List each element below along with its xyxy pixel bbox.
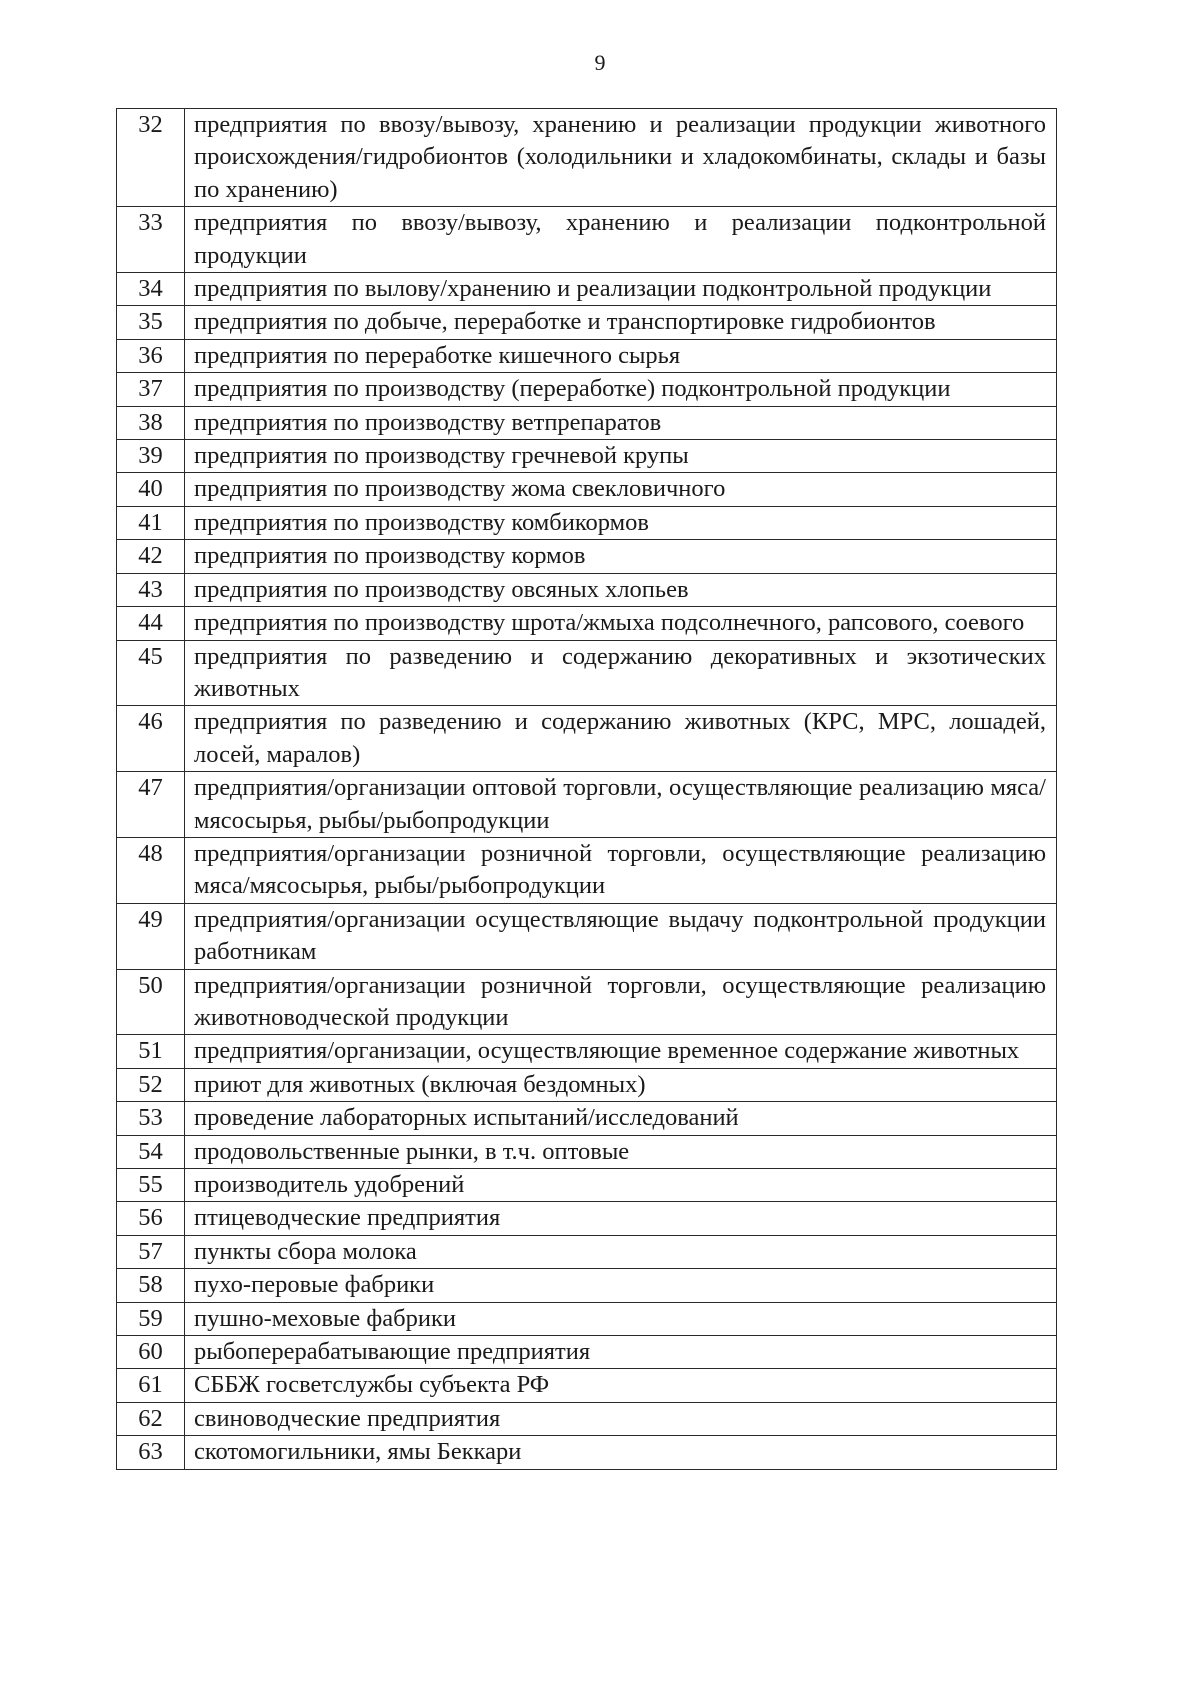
row-number: 61 (117, 1369, 185, 1402)
row-number: 41 (117, 506, 185, 539)
row-number: 47 (117, 772, 185, 838)
table-row (117, 706, 1057, 772)
table-row (117, 1336, 1057, 1369)
row-number: 53 (117, 1102, 185, 1135)
row-text: предприятия по производству гречневой крупы (185, 440, 1057, 473)
row-number: 63 (117, 1436, 185, 1469)
row-number: 50 (117, 969, 185, 1035)
row-number: 52 (117, 1068, 185, 1101)
table-row (117, 607, 1057, 640)
table-body (117, 109, 1057, 1470)
row-text: предприятия по добыче, переработке и транспортировке гидробионтов (185, 306, 1057, 339)
table-row (117, 1369, 1057, 1402)
row-text: пункты сбора молока (185, 1235, 1057, 1268)
table-row (117, 1202, 1057, 1235)
table-row (117, 1269, 1057, 1302)
row-text: предприятия по производству кормов (185, 540, 1057, 573)
row-number: 56 (117, 1202, 185, 1235)
row-text: продовольственные рынки, в т.ч. оптовые (185, 1135, 1057, 1168)
row-number: 51 (117, 1035, 185, 1068)
row-text: приют для животных (включая бездомных) (185, 1068, 1057, 1101)
document-table (116, 108, 1057, 1470)
table-row (117, 1068, 1057, 1101)
row-number: 32 (117, 109, 185, 207)
row-text: предприятия/организации оптовой торговли, осуществляющие реализацию мяса/мясосырья, рыбы/рыбопродукции (185, 772, 1057, 838)
table-row (117, 640, 1057, 706)
row-number: 60 (117, 1336, 185, 1369)
table-row (117, 406, 1057, 439)
table-row (117, 1035, 1057, 1068)
row-number: 45 (117, 640, 185, 706)
table-row (117, 903, 1057, 969)
table-row (117, 573, 1057, 606)
row-text: предприятия по переработке кишечного сырья (185, 339, 1057, 372)
row-text: предприятия/организации, осуществляющие временное содержание животных (185, 1035, 1057, 1068)
row-text: предприятия/организации розничной торговли, осуществляющие реализацию мяса/мясосырья, рыбы/рыбопродукции (185, 837, 1057, 903)
row-number: 40 (117, 473, 185, 506)
row-number: 48 (117, 837, 185, 903)
row-text: скотомогильники, ямы Беккари (185, 1436, 1057, 1469)
row-text: предприятия по производству комбикормов (185, 506, 1057, 539)
table-row (117, 1235, 1057, 1268)
row-text: предприятия по производству (переработке) подконтрольной продукции (185, 373, 1057, 406)
row-text: птицеводческие предприятия (185, 1202, 1057, 1235)
row-number: 54 (117, 1135, 185, 1168)
table-row (117, 1302, 1057, 1335)
row-number: 39 (117, 440, 185, 473)
row-number: 33 (117, 207, 185, 273)
row-number: 35 (117, 306, 185, 339)
row-number: 44 (117, 607, 185, 640)
row-number: 46 (117, 706, 185, 772)
row-text: производитель удобрений (185, 1169, 1057, 1202)
row-text: предприятия по разведению и содержанию животных (КРС, МРС, лошадей, лосей, маралов) (185, 706, 1057, 772)
row-text: пушно-меховые фабрики (185, 1302, 1057, 1335)
row-number: 38 (117, 406, 185, 439)
table-row (117, 1102, 1057, 1135)
table-row (117, 772, 1057, 838)
row-text: предприятия по разведению и содержанию декоративных и экзотических животных (185, 640, 1057, 706)
row-text: проведение лабораторных испытаний/исследований (185, 1102, 1057, 1135)
table-row (117, 1169, 1057, 1202)
table-row (117, 109, 1057, 207)
table-row (117, 1436, 1057, 1469)
row-number: 57 (117, 1235, 185, 1268)
row-text: предприятия/организации розничной торговли, осуществляющие реализацию животноводческой продукции (185, 969, 1057, 1035)
row-text: рыбоперерабатывающие предприятия (185, 1336, 1057, 1369)
row-number: 43 (117, 573, 185, 606)
table-row (117, 969, 1057, 1035)
table-row (117, 540, 1057, 573)
table-row (117, 837, 1057, 903)
row-number: 59 (117, 1302, 185, 1335)
row-text: предприятия по производству ветпрепаратов (185, 406, 1057, 439)
table-row (117, 306, 1057, 339)
page-number: 9 (594, 50, 606, 75)
row-number: 55 (117, 1169, 185, 1202)
table-row (117, 1402, 1057, 1435)
row-text: пухо-перовые фабрики (185, 1269, 1057, 1302)
row-text: предприятия по производству овсяных хлопьев (185, 573, 1057, 606)
table-row (117, 506, 1057, 539)
table-row (117, 473, 1057, 506)
table-row (117, 440, 1057, 473)
row-number: 37 (117, 373, 185, 406)
table-row (117, 339, 1057, 372)
table-row (117, 273, 1057, 306)
row-number: 36 (117, 339, 185, 372)
row-number: 42 (117, 540, 185, 573)
row-number: 34 (117, 273, 185, 306)
row-number: 49 (117, 903, 185, 969)
row-text: свиноводческие предприятия (185, 1402, 1057, 1435)
row-text: СББЖ госветслужбы субъекта РФ (185, 1369, 1057, 1402)
row-text: предприятия по производству шрота/жмыха подсолнечного, рапсового, соевого (185, 607, 1057, 640)
table-row (117, 207, 1057, 273)
row-text: предприятия/организации осуществляющие выдачу подконтрольной продукции работникам (185, 903, 1057, 969)
row-number: 62 (117, 1402, 185, 1435)
row-text: предприятия по ввозу/вывозу, хранению и реализации продукции животного происхождения/гидробионтов (холодильники и хладокомбинаты, склады и базы по хранению) (185, 109, 1057, 207)
row-text: предприятия по вылову/хранению и реализации подконтрольной продукции (185, 273, 1057, 306)
row-text: предприятия по производству жома свекловичного (185, 473, 1057, 506)
row-text: предприятия по ввозу/вывозу, хранению и реализации подконтрольной продукции (185, 207, 1057, 273)
row-number: 58 (117, 1269, 185, 1302)
table-row (117, 373, 1057, 406)
table-row (117, 1135, 1057, 1168)
